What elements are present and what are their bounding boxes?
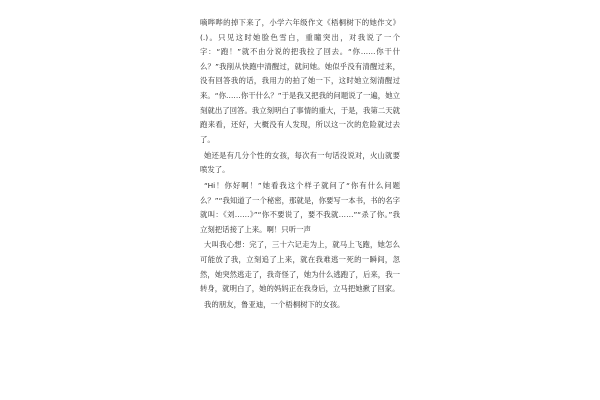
paragraph-3: “Hi！你好啊！”她看我这个样子就问了“你有什么问题么？”“我知道了一个秘密，那就是，你要写一本书，书的名字就叫：《刘……》”“你不要说了，要不我就……”“杀了你。”我立刻把话接了上来。啊！只听一声 xyxy=(200,180,400,234)
article-body xyxy=(200,16,400,314)
paragraph-2: 她还是有几分个性的女孩，每次有一句话没说对，火山就要喷发了。 xyxy=(200,150,400,175)
paragraph-5: 我的朋友，鲁亚迪，一个梧桐树下的女孩。 xyxy=(204,300,345,310)
paragraph-1: 嘀哔哔的掉下来了，小学六年级作文《梧桐树下的她作文》(.)。只见这时她脸色雪白，重瞳突出，对我说了一个字：“跑！”就不由分说的把我拉了回去。“你……你干什么？”我削从快跑中清醒过，就问她。她似乎没有清醒过来，没有回答我的话，我用力的拍了她一下，这时她立刻清醒过来。“你……你干什么？”于是我又把我的问题说了一遍，她立刻就出了回答。我立刻明白了事情的重大，于是，我第二天就跑来看，还好，大概没有人发现，所以这一次的危险就过去了。 xyxy=(200,18,400,144)
paragraph-4: 大叫我心想：完了，三十六记走为上，就马上飞跑，她怎么可能放了我，立刻追了上来，就在我难逃一死的一瞬间，忽然，她突然逃走了，我奇怪了，她为什么逃跑了，后来，我一转身，就明白了，她的妈妈正在我身后，立马把她揪了回家。 xyxy=(200,240,400,294)
